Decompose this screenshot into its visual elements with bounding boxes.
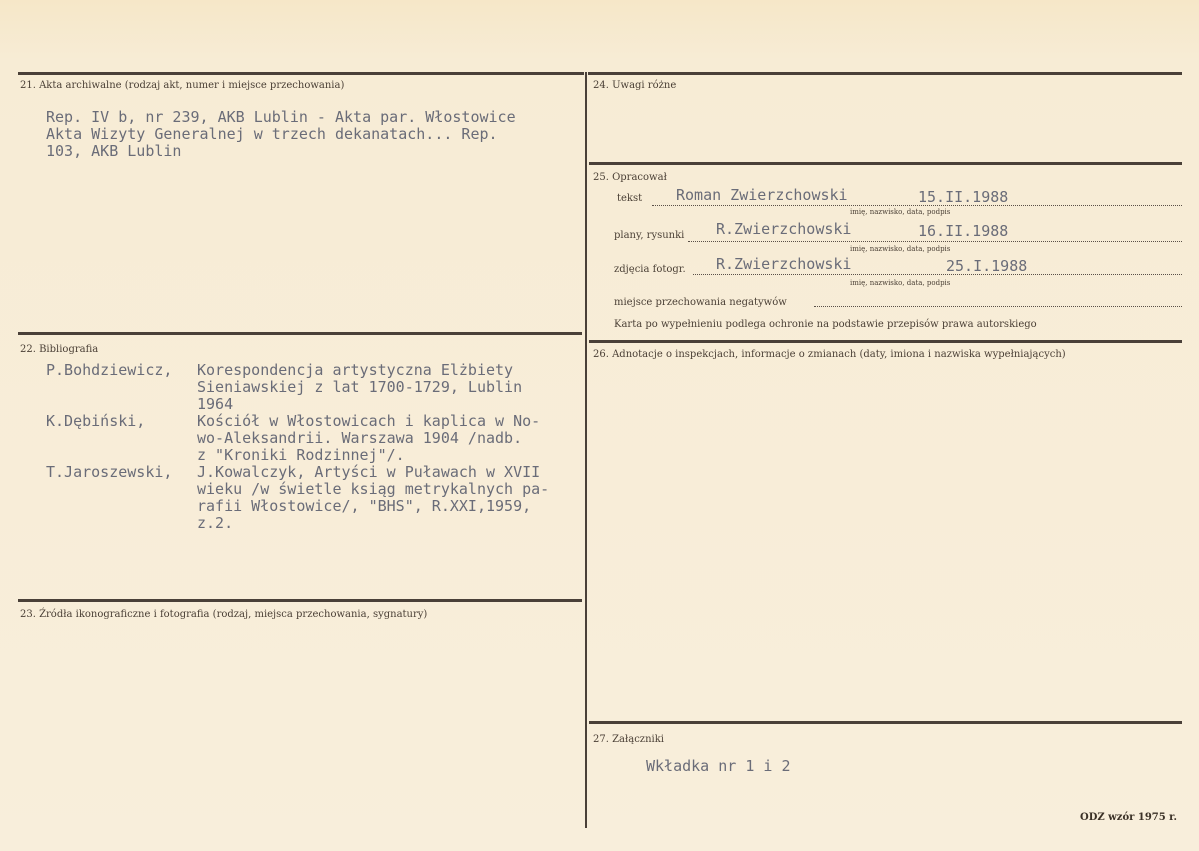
copyright-notice: Karta po wypełnieniu podlega ochronie na podstawie przepisów prawa autorskiego xyxy=(614,319,1037,330)
row-plany-line xyxy=(688,241,1182,242)
top-rule-left xyxy=(18,72,584,75)
row-plany-caption: imię, nazwisko, data, podpis xyxy=(850,245,951,253)
negatives-line xyxy=(814,306,1182,307)
section-24-label: 24. Uwagi różne xyxy=(593,80,677,91)
row-plany-name: R.Zwierzchowski xyxy=(716,220,852,238)
bib-author-1: P.Bohdziewicz, xyxy=(46,361,173,379)
section-21-label: 21. Akta archiwalne (rodzaj akt, numer i miejsce przechowania) xyxy=(20,80,345,91)
row-plany-label: plany, rysunki xyxy=(614,230,685,241)
row-tekst-caption: imię, nazwisko, data, podpis xyxy=(850,208,951,216)
section-25-label: 25. Opracował xyxy=(593,172,667,183)
row-zdjecia-date: 25.I.1988 xyxy=(946,257,1028,275)
bib-text-2-2: wo-Aleksandrii. Warszawa 1904 /nadb. xyxy=(197,429,523,447)
bib-text-3-4: z.2. xyxy=(197,514,234,532)
section-21-line-2: Akta Wizyty Generalnej w trzech dekanatach... Rep. xyxy=(46,125,498,143)
bib-text-1-1: Korespondencja artystyczna Elżbiety xyxy=(197,361,514,379)
bib-author-3: T.Jaroszewski, xyxy=(46,463,173,481)
rule-22-23 xyxy=(18,599,582,602)
section-21-line-1: Rep. IV b, nr 239, AKB Lublin - Akta par. Włostowice xyxy=(46,108,516,126)
row-tekst-name: Roman Zwierzchowski xyxy=(676,186,848,204)
rule-25-26 xyxy=(589,340,1182,343)
bib-text-3-2: wieku /w świetle ksiąg metrykalnych pa- xyxy=(197,480,550,498)
row-tekst-date: 15.II.1988 xyxy=(918,188,1009,206)
negatives-label: miejsce przechowania negatywów xyxy=(614,297,787,308)
row-zdjecia-name: R.Zwierzchowski xyxy=(716,255,852,273)
row-tekst-label: tekst xyxy=(617,193,643,204)
bib-text-2-1: Kościół w Włostowicach i kaplica w No- xyxy=(197,412,541,430)
bib-text-1-3: 1964 xyxy=(197,395,234,413)
section-27-label: 27. Załączniki xyxy=(593,734,664,745)
bib-text-3-1: J.Kowalczyk, Artyści w Puławach w XVII xyxy=(197,463,541,481)
column-divider xyxy=(585,72,587,828)
top-rule-right xyxy=(588,72,1182,75)
rule-21-22 xyxy=(18,332,582,335)
bib-text-2-3: z "Kroniki Rodzinnej"/. xyxy=(197,446,405,464)
section-23-label: 23. Źródła ikonograficzne i fotografia (rodzaj, miejsca przechowania, sygnatury) xyxy=(20,609,428,620)
bib-text-1-2: Sieniawskiej z lat 1700-1729, Lublin xyxy=(197,378,523,396)
section-22-label: 22. Bibliografia xyxy=(20,344,99,355)
rule-26-27 xyxy=(589,721,1182,724)
bib-text-3-3: rafii Włostowice/, "BHS", R.XXI,1959, xyxy=(197,497,532,515)
section-21-line-3: 103, AKB Lublin xyxy=(46,142,182,160)
section-26-label: 26. Adnotacje o inspekcjach, informacje o zmianach (daty, imiona i nazwiska wypełniających) xyxy=(593,349,1066,360)
rule-24-25 xyxy=(589,162,1182,165)
row-plany-date: 16.II.1988 xyxy=(918,222,1009,240)
form-code: ODZ wzór 1975 r. xyxy=(1080,812,1178,823)
row-zdjecia-caption: imię, nazwisko, data, podpis xyxy=(850,279,951,287)
section-27-value: Wkładka nr 1 i 2 xyxy=(646,757,791,775)
row-zdjecia-line xyxy=(693,274,1182,275)
row-zdjecia-label: zdjęcia fotogr. xyxy=(614,264,686,275)
bib-author-2: K.Dębiński, xyxy=(46,412,146,430)
row-tekst-line xyxy=(652,205,1182,206)
